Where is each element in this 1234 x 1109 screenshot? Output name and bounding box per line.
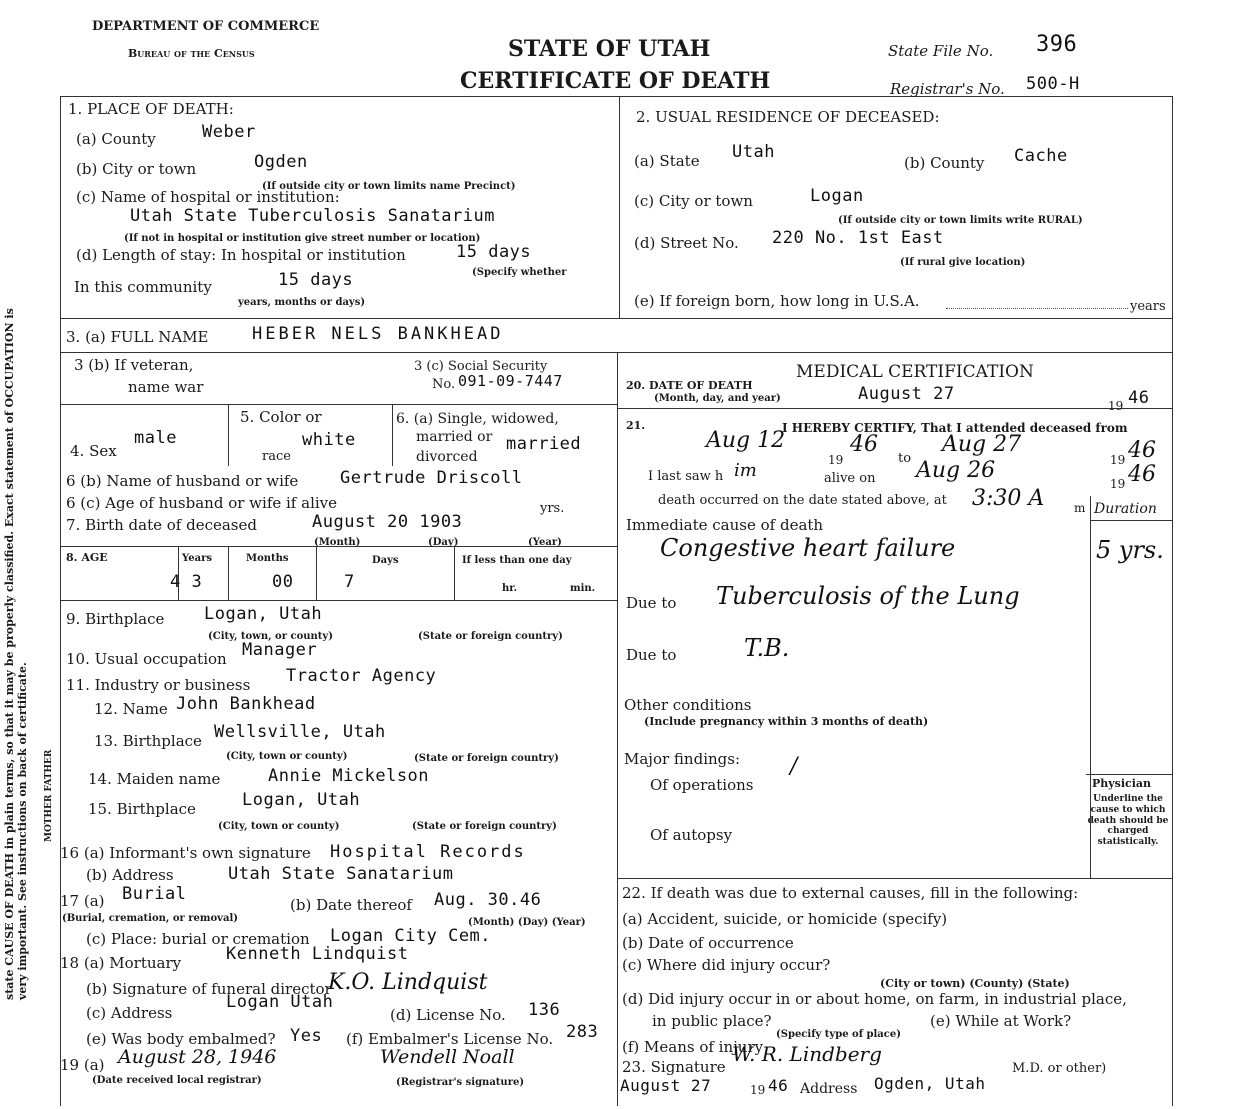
due-to-label-2: Due to [626,646,677,664]
sex-value: male [134,428,177,448]
death-date-value: August 27 [858,384,955,404]
age-years-value: 4 3 [170,572,203,592]
embalmer-license-label: (f) Embalmer's License No. [346,1030,554,1048]
ssn-label: 3 (c) Social Security [414,359,548,374]
m-label: m [1074,501,1086,515]
informant-address-value: Utah State Sanatarium [228,864,454,884]
years-label: Years [182,553,213,564]
full-name-label: 3. (a) FULL NAME [66,328,209,346]
county-value: Weber [202,122,256,142]
mother-place-note-1: (City, town or county) [218,821,340,832]
stay-label: (d) Length of stay: In hospital or institution [76,246,406,264]
birth-date-value: August 20 1903 [312,512,463,532]
alive-year: 46 [1128,462,1156,487]
spouse-label: 6 (b) Name of husband or wife [66,472,299,490]
injury-where-label: (c) Where did injury occur? [622,956,831,974]
department-label: DEPARTMENT OF COMMERCE [92,19,320,34]
signature-label: 23. Signature [622,1058,726,1076]
certificate-title: CERTIFICATE OF DEATH [460,68,771,94]
operations-mark: / [790,754,798,779]
place-of-death-heading: 1. PLACE OF DEATH: [68,100,234,118]
age-days-value: 7 [344,572,355,592]
last-saw-hw: im [734,460,757,481]
stay-value: 15 days [456,242,532,262]
immediate-cause-value: Congestive heart failure [660,534,956,562]
external-heading: 22. If death was due to external causes, fill in the following: [622,884,1079,902]
marital-label-2: married or [416,429,493,445]
md-label: M.D. or other) [1012,1061,1107,1076]
side-instructions [4,100,29,1000]
foreign-born-label: (e) If foreign born, how long in U.S.A. [634,292,920,310]
medical-heading: MEDICAL CERTIFICATION [796,362,1034,382]
residence-street-note: (If rural give location) [900,257,1026,268]
certify-number: 21. [626,419,646,432]
injury-home-label: (d) Did injury occur in or about home, on farm, in industrial place, [622,990,1127,1008]
state-file-number: 396 [1036,32,1078,57]
city-label: (b) City or town [76,160,197,178]
registrar-label: Registrar's No. [890,80,1005,98]
immediate-cause-label: Immediate cause of death [626,516,824,534]
veteran-label-2: name war [128,378,204,396]
spouse-age-suffix: yrs. [540,501,565,516]
mother-birthplace-value: Logan, Utah [242,790,361,810]
burial-place-value: Logan City Cem. [330,926,492,946]
birthplace-note-1: (City, town, or county) [208,631,333,642]
father-place-note-2: (State or foreign country) [414,753,559,764]
attended-to: Aug 27 [942,432,1022,457]
at-work-label: (e) While at Work? [930,1012,1072,1030]
burial-type-label: 17 (a) [60,892,105,910]
informant-sig-label: 16 (a) Informant's own signature [60,844,311,862]
days-label: Days [372,555,399,566]
father-birthplace-label: 13. Birthplace [94,732,202,750]
director-sig-label: (b) Signature of funeral director [86,980,332,998]
side-instructions-line1: state CAUSE OF DEATH in plain terms, so that it may be properly classified. Exact statement of OCCUPATION is [3,308,16,1000]
father-name-label: 12. Name [94,700,168,718]
specify-note: (Specify whether [472,267,567,278]
min-label: min. [570,583,596,594]
immediate-duration-value: 5 yrs. [1096,536,1164,564]
age-months-value: 00 [272,572,294,592]
signature-date-value: August 27 [620,1076,712,1095]
less-than-day-label: If less than one day [462,555,572,566]
full-name-value: HEBER NELS BANKHEAD [252,324,504,344]
birthplace-value: Logan, Utah [204,604,323,624]
occurrence-date-label: (b) Date of occurrence [622,934,794,952]
attended-from: Aug 12 [706,428,786,453]
side-instructions-line2: very important. See instructions on back of certificate. [15,662,29,1000]
received-date: August 28, 1946 [118,1046,277,1068]
residence-heading: 2. USUAL RESIDENCE OF DECEASED: [636,108,940,126]
physician-note: Underline the cause to which death should be charged statistically. [1087,794,1169,848]
autopsy-label: Of autopsy [650,826,733,844]
from-year: 46 [850,432,878,457]
marital-label: 6. (a) Single, widowed, [396,411,559,427]
means-of-injury-label: (f) Means of injury [622,1038,764,1056]
registrar-signature: Wendell Noall [380,1046,515,1068]
signature-address-label: Address [800,1081,858,1097]
residence-state-value: Utah [732,142,775,162]
occupation-label: 10. Usual occupation [66,650,227,668]
burial-type-note: (Burial, cremation, or removal) [62,913,238,924]
received-label: 19 (a) [60,1056,105,1074]
city-value: Ogden [254,152,308,172]
license-label: (d) License No. [390,1006,506,1024]
license-value: 136 [528,1000,561,1020]
to-label: to [898,451,912,466]
death-year-prefix: 19 [1108,399,1124,413]
spouse-value: Gertrude Driscoll [340,468,523,488]
death-year-value: 46 [1128,388,1150,408]
alive-on-label: alive on [824,471,876,486]
burial-address-label: (c) Address [86,1004,173,1022]
burial-date-value: Aug. 30.46 [434,890,542,910]
duration-label: Duration [1094,501,1157,517]
residence-state-label: (a) State [634,152,700,170]
community-label: In this community [74,278,212,296]
mortuary-label: 18 (a) Mortuary [60,954,182,972]
ssn-label-2: No. [432,377,456,392]
birth-year-note: (Year) [528,537,562,548]
accident-label: (a) Accident, suicide, or homicide (specify) [622,910,948,928]
community-value: 15 days [278,270,354,290]
death-date-label: 20. DATE OF DEATH [626,379,753,392]
birth-month-note: (Month) [314,537,361,548]
due-to-value-2: T.B. [744,634,790,662]
mortuary-value: Kenneth Lindquist [226,944,409,964]
hospital-note: (If not in hospital or institution give street number or location) [124,233,481,244]
from-year-prefix: 19 [828,453,844,467]
physician-label: Physician [1092,777,1152,790]
other-conditions-label: Other conditions [624,696,752,714]
registrar-number: 500-H [1026,74,1080,94]
birth-day-note: (Day) [428,537,459,548]
burial-place-label: (c) Place: burial or cremation [86,930,310,948]
burial-address-value: Logan Utah [226,992,334,1012]
to-year-prefix: 19 [1110,453,1126,467]
age-label: 8. AGE [66,551,108,564]
informant-sig-value: Hospital Records [330,842,526,862]
registrar-sig-note: (Registrar's signature) [396,1077,525,1088]
operations-label: Of operations [650,776,754,794]
residence-county-label: (b) County [904,154,985,172]
alive-year-prefix: 19 [1110,477,1126,491]
color-value: white [302,430,356,450]
mother-birthplace-label: 15. Birthplace [88,800,196,818]
spouse-age-label: 6 (c) Age of husband or wife if alive [66,494,338,512]
months-label: Months [246,553,289,564]
county-label: (a) County [76,130,156,148]
state-file-label: State File No. [888,42,994,60]
father-name-value: John Bankhead [176,694,316,714]
state-title: STATE OF UTAH [508,36,711,62]
marital-value: married [506,434,582,454]
mother-name-value: Annie Mickelson [268,766,430,786]
birthplace-note-2: (State or foreign country) [418,631,563,642]
veteran-label: 3 (b) If veteran, [74,356,194,374]
death-time: 3:30 A [972,486,1045,511]
burial-date-label: (b) Date thereof [290,896,412,914]
father-place-note-1: (City, town or county) [226,751,348,762]
father-birthplace-value: Wellsville, Utah [214,722,386,742]
residence-city-value: Logan [810,186,864,206]
signature-address-value: Ogden, Utah [874,1074,986,1093]
bureau-label: Bureau of the Census [128,47,255,60]
marital-label-3: divorced [416,449,478,465]
industry-label: 11. Industry or business [66,676,251,694]
color-label-2: race [262,449,291,464]
occupation-value: Manager [242,640,318,660]
burial-date-note: (Month) (Day) (Year) [468,917,586,928]
informant-address-label: (b) Address [86,866,174,884]
birth-date-label: 7. Birth date of deceased [66,516,257,534]
residence-street-label: (d) Street No. [634,234,739,252]
physician-signature: W. R. Lindberg [732,1042,882,1066]
alive-on-value: Aug 26 [916,458,996,483]
color-label: 5. Color or [240,408,322,426]
major-findings-label: Major findings: [624,750,741,768]
received-note: (Date received local registrar) [92,1075,262,1086]
due-to-label-1: Due to [626,594,677,612]
residence-street-value: 220 No. 1st East [772,228,944,248]
community-note: years, months or days) [238,297,366,308]
embalmer-license-value: 283 [566,1022,599,1042]
embalmed-value: Yes [290,1026,323,1046]
signature-year-value: 46 [768,1076,789,1095]
burial-type-value: Burial [122,884,187,904]
city-note: (If outside city or town limits name Precinct) [262,181,516,192]
death-occurred-label: death occurred on the date stated above, at [658,493,947,508]
hr-label: hr. [502,583,518,594]
foreign-born-suffix: years [1130,299,1166,314]
mother-father-label: MOTHER FATHER [44,749,54,842]
injury-where-note: (City or town) (County) (State) [880,977,1070,990]
to-year: 46 [1128,438,1156,463]
hospital-label: (c) Name of hospital or institution: [76,188,340,206]
sex-label: 4. Sex [70,442,117,460]
birthplace-label: 9. Birthplace [66,610,165,628]
other-conditions-note: (Include pregnancy within 3 months of death) [644,715,929,728]
certify-text: I HEREBY CERTIFY, That I attended deceased from [782,421,1128,435]
mother-name-label: 14. Maiden name [88,770,221,788]
last-saw-label: I last saw h [648,469,724,484]
mother-place-note-2: (State or foreign country) [412,821,557,832]
public-place-label: in public place? [652,1012,772,1030]
death-date-note: (Month, day, and year) [654,393,781,404]
industry-value: Tractor Agency [286,666,437,686]
director-signature: K.O. Lindquist [328,970,488,995]
type-of-place-note: (Specify type of place) [776,1029,901,1040]
hospital-value: Utah State Tuberculosis Sanatarium [130,206,495,226]
embalmed-label: (e) Was body embalmed? [86,1030,276,1048]
signature-year-prefix: 19 [750,1083,766,1097]
ssn-value: 091-09-7447 [458,372,563,390]
residence-city-note: (If outside city or town limits write RURAL) [838,215,1083,226]
residence-city-label: (c) City or town [634,192,753,210]
due-to-value-1: Tuberculosis of the Lung [716,582,1020,610]
residence-county-value: Cache [1014,146,1068,166]
